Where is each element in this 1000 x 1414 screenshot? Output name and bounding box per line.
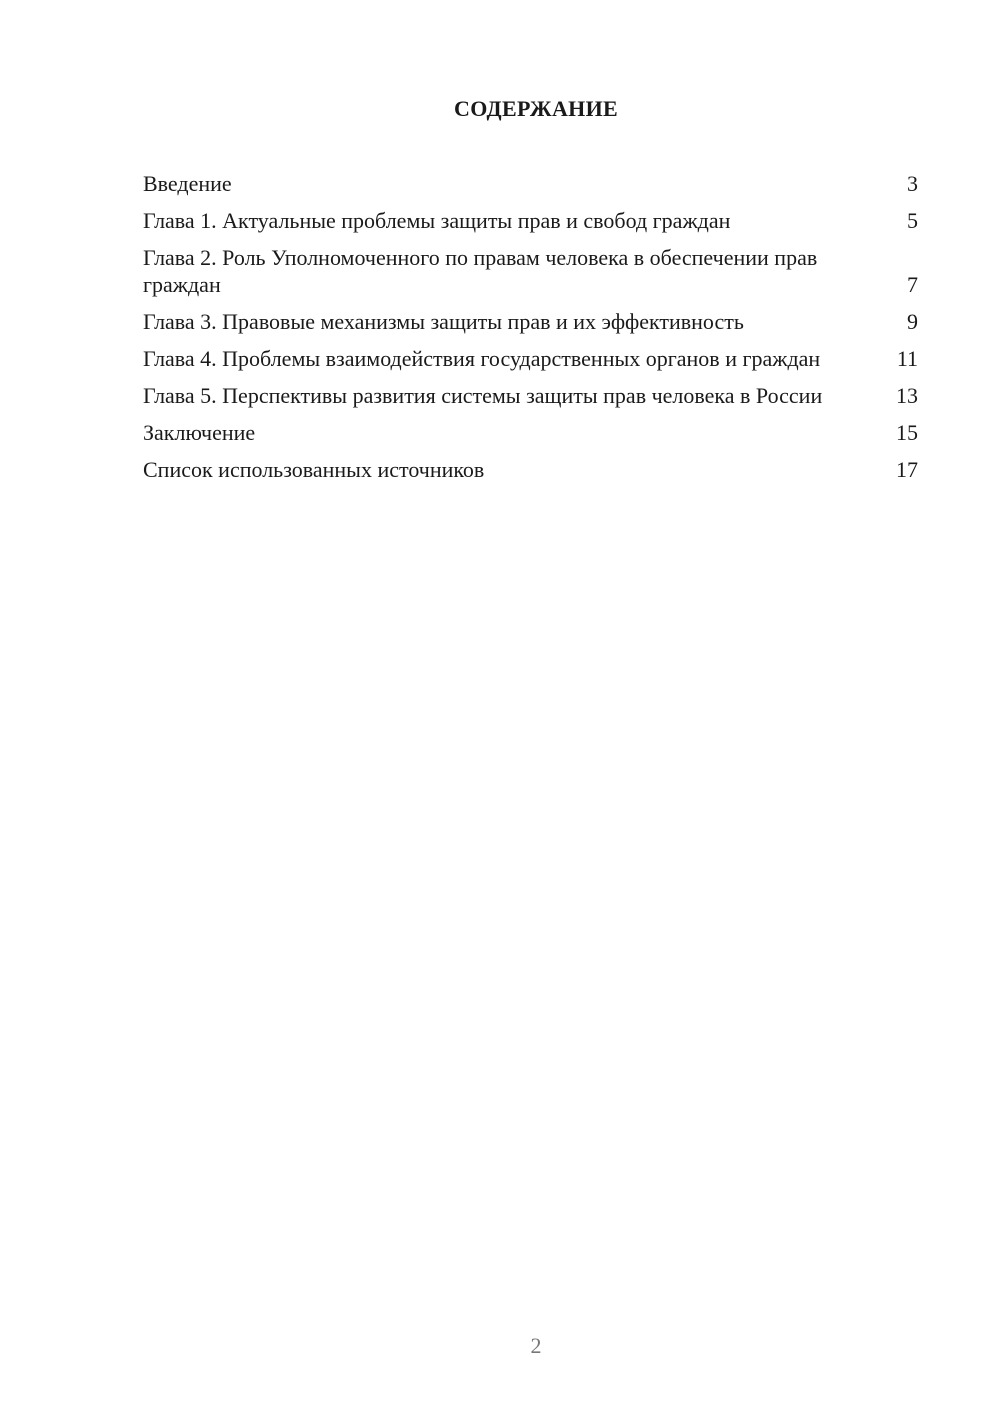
toc-entry-page: 5: [907, 208, 918, 233]
toc-entry-page: 15: [896, 420, 918, 445]
toc-entry-introduction: [143, 170, 918, 197]
toc-entry-text: Глава 1. Актуальные проблемы защиты прав и свобод граждан: [143, 208, 731, 233]
toc-entry-text: Глава 4. Проблемы взаимодействия государственных органов и граждан: [143, 346, 821, 371]
toc-entry-chapter-1: [143, 207, 918, 234]
toc-entry-page: 11: [896, 346, 918, 371]
toc-entry-text: Список использованных источников: [143, 457, 485, 482]
page-number: 2: [530, 1333, 542, 1358]
toc-entry-chapter-4: [143, 345, 918, 372]
toc-entry-text: Введение: [143, 171, 232, 196]
toc-entry-text: Глава 3. Правовые механизмы защиты прав и их эффективность: [143, 309, 744, 334]
toc-entry-text: Заключение: [143, 420, 256, 445]
toc-entry-text: Глава 2. Роль Уполномоченного по правам человека в обеспечении прав граждан: [143, 245, 818, 297]
table-of-contents: [143, 170, 918, 493]
toc-entry-chapter-2: [143, 244, 918, 298]
toc-entry-page: 17: [896, 457, 918, 482]
toc-entry-chapter-5: [143, 382, 918, 409]
toc-entry-page: 9: [907, 309, 918, 334]
page-title: СОДЕРЖАНИЕ: [454, 96, 618, 121]
toc-entry-page: 13: [896, 383, 918, 408]
toc-entry-references: [143, 456, 918, 483]
toc-entry-page: 3: [907, 171, 918, 196]
toc-entry-text: Глава 5. Перспективы развития системы защиты прав человека в России: [143, 383, 823, 408]
toc-entry-conclusion: [143, 419, 918, 446]
toc-entry-chapter-3: [143, 308, 918, 335]
toc-entry-page: 7: [907, 272, 918, 297]
